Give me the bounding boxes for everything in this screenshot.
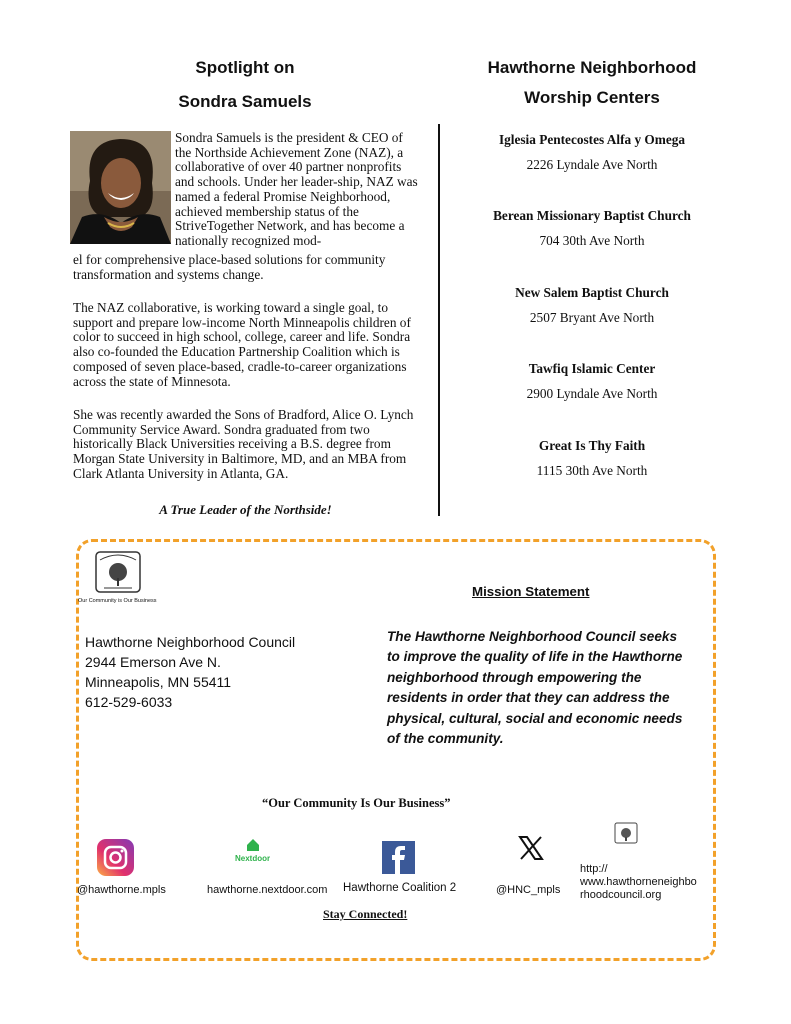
bio-paragraph-3: She was recently awarded the Sons of Bradford, Alice O. Lynch Community Service Award. Sondra graduated from two historically Black Universities receiving a B.S. degree from Morgan State University in Baltimore, MD, and an MBA from Clark Atlanta University in Atlanta, GA.: [73, 407, 414, 481]
instagram-icon[interactable]: [97, 839, 134, 876]
stay-connected: Stay Connected!: [323, 907, 408, 921]
worship-center: [460, 132, 724, 173]
worship-center-address: 704 30th Ave North: [539, 233, 645, 248]
x-handle[interactable]: @HNC_mpls: [496, 884, 561, 896]
column-divider: [438, 124, 440, 516]
worship-title-line2: Worship Centers: [524, 88, 660, 107]
worship-center: [460, 208, 724, 249]
bio-paragraph-1-top: Sondra Samuels is the president & CEO of the Northside Achievement Zone (NAZ), a collaborative of over 40 partner nonprofits and schools. Under her leader-ship, NAZ was named a federal Promise Neighborhood, achieved membership status of the StriveTogether Network, and has become a nationally recognized mod-: [175, 130, 418, 248]
spotlight-title-line2: Sondra Samuels: [178, 92, 312, 111]
bio-paragraph-1-bottom: el for comprehensive place-based solutions for community transformation and systems change.: [73, 252, 386, 282]
worship-center-name: Great Is Thy Faith: [538, 438, 646, 453]
facebook-page[interactable]: Hawthorne Coalition 2: [343, 882, 457, 894]
facebook-icon[interactable]: [382, 841, 415, 874]
hawthorne-small-logo: [612, 821, 640, 847]
worship-center-address: 1115 30th Ave North: [536, 463, 648, 478]
nextdoor-icon[interactable]: [246, 838, 260, 852]
org-name: Hawthorne Neighborhood Council: [85, 634, 296, 650]
contact-address-block: [85, 632, 295, 712]
nextdoor-brand: Nextdoor: [235, 854, 271, 863]
hawthorne-logo: [92, 548, 144, 596]
tagline: A True Leader of the Northside!: [159, 502, 332, 517]
city-state-zip: Minneapolis, MN 55411: [85, 674, 232, 690]
worship-center-name: Berean Missionary Baptist Church: [493, 208, 691, 223]
website-link[interactable]: [580, 863, 697, 902]
website-line: www.hawthorneneighbo: [580, 876, 697, 888]
worship-center-address: 2226 Lyndale Ave North: [526, 157, 658, 172]
mission-heading: Mission Statement: [472, 584, 590, 599]
worship-title-line1: Hawthorne Neighborhood: [487, 58, 697, 77]
spotlight-title-line1: Spotlight on: [195, 58, 295, 77]
worship-center-address: 2900 Lyndale Ave North: [526, 386, 658, 401]
nextdoor-link[interactable]: hawthorne.nextdoor.com: [207, 884, 328, 896]
instagram-handle[interactable]: @hawthorne.mpls: [77, 884, 166, 896]
website-line: http://: [580, 863, 608, 875]
worship-center: [460, 438, 724, 479]
slogan: “Our Community Is Our Business”: [262, 796, 451, 810]
bio-paragraph-2: The NAZ collaborative, is working toward a single goal, to support and prepare low-income North Minneapolis children of color to succeed in high school, college, career and life. Sondra also co-founded the Education Partnership Coalition which is composed of seven place-based, cradle-to-career organizations across the state of Minnesota.: [73, 300, 411, 389]
x-icon[interactable]: [518, 836, 544, 860]
worship-center-name: Tawfiq Islamic Center: [528, 361, 656, 376]
logo-caption: Our Community is Our Business: [78, 598, 157, 604]
sondra-samuels-photo: [70, 131, 171, 244]
worship-center-name: Iglesia Pentecostes Alfa y Omega: [498, 132, 686, 147]
mission-statement: The Hawthorne Neighborhood Council seeks to improve the quality of life in the Hawthorne neighborhood through empowering the residents in order that they can address the physical, cultural, social and economic needs of the community.: [387, 629, 683, 747]
website-line: rhoodcouncil.org: [580, 889, 662, 901]
phone-number: 612-529-6033: [85, 694, 173, 710]
worship-center: [460, 361, 724, 402]
worship-center-address: 2507 Bryant Ave North: [529, 310, 655, 325]
worship-center: [460, 285, 724, 326]
worship-center-name: New Salem Baptist Church: [515, 285, 669, 300]
street-address: 2944 Emerson Ave N.: [85, 654, 221, 670]
